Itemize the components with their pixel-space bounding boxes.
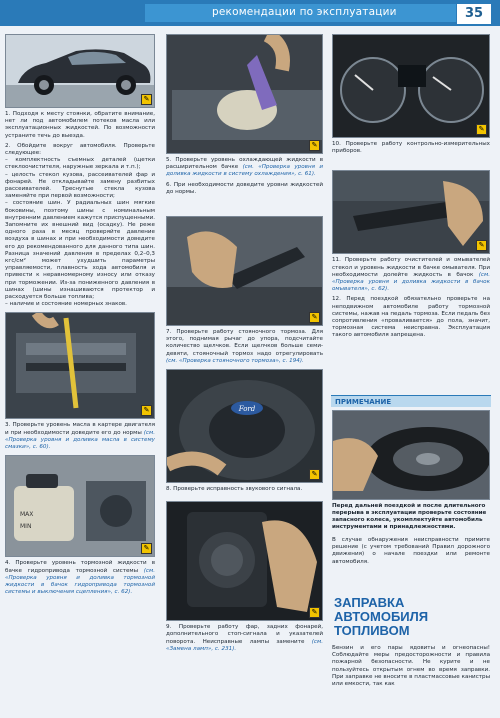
photo-instrument-cluster [332,34,490,138]
photo-wiper-stalk [332,170,490,254]
parking-brake-image [167,217,323,325]
photo-brake-reservoir [5,455,155,557]
svg-text:MIN: MIN [20,523,32,531]
step-4-body: 4. Проверьте уровень тормозной жидкости в бачке гидропривода тормозной системы [5,560,155,574]
svg-text:MAX: MAX [20,511,34,519]
step-7-text [166,329,323,365]
step-10-text: 10. Проверьте работу контрольно-измерительных приборов. [332,141,490,155]
step-8-text: 8. Проверьте исправность звукового сигнала. [166,486,303,493]
photo-coolant-tank [166,34,323,154]
step-3-link: (см. «Проверка уровня и доливка масла в систему смазки», с. 60). [5,429,155,451]
wrench-icon: ✎ [141,94,152,105]
note-heading: ПРИМЕЧАНИЕ [331,395,491,407]
wrench-icon: ✎ [476,240,487,251]
step-4-link: (см. «Проверка уровня и доливка тормозной жидкости в бачок гидропривода тормозной системы и выключения сцепления», с. 62). [5,567,155,596]
light-switch-image [167,502,323,620]
step-5-text [166,157,323,179]
photo-light-switch [166,501,323,621]
reservoir-image [6,456,155,556]
step-9-body: 9. Проверьте работу фар, задних фонарей, дополнительного стоп-сигнала и указателей поворота. Неисправные лампы замените [166,624,323,645]
step-7-body: 7. Проверьте работу стояночного тормоза. Для этого, поднимая рычаг до упора, подсчитайте количество щелчков. Если щелчков больше семи-девяти, стояночный тормоз надо отрегулировать [166,329,323,357]
note-text: Перед дальней поездкой и после длительного перерыва в эксплуатации проверьте состояние запасного колеса, укомплектуйте автомобиль инструментами и принадлежностями. [332,503,487,530]
photo-steering-wheel [166,369,323,483]
step-12-text: 12. Перед поездкой обязательно проверьте на неподвижном автомобиле работу тормозной системы, нажав на педаль тормоза. Если педаль без сопротивления «проваливается» до пола, значит, тормозная система неисправна. Эксплуатация такого автомобиля запрещена. [332,296,490,339]
fuel-section-body [332,642,490,688]
photo-engine-dipstick [5,312,155,419]
step-2-text: 2. Обойдите вокруг автомобиля. Проверьте следующее: – комплектность съемных деталей (щетки стеклоочистителя, наружные зеркала и т.п.); – целость стекол кузова, рассеивателей фар и фонарей. Не откладывайте замену разбитых рассеивателей. Треснутые стекла кузова заменяйте при первой возможности; – состояние шин. У радиальных шин мягкие боковины, поэтому шины с номинальным внутренним давлением кажутся приспущенными. Запомните их внешний вид (осадку). Не реже одного раза в месяц проверяйте давление воздуха в шинах и при необходимости доведите его до рекомендованного для данного типа шин. Разница значений давления в пределах 0,2–0,3 кгс/см² может ухудшить параметры управляемости, плавность хода автомобиля и привести к неравномерному износу или отказу при торможении. Из-за пониженного давления в шинах (шины изнашиваются протектор и расходуется больше топлива; – наличие и состояние номерных знаков. [5,142,155,308]
left-column [5,34,155,596]
step-11-text [332,257,490,293]
step-9-link: (см. «Замена ламп», с. 231). [166,638,323,652]
step-3-body: 3. Проверьте уровень масла в картере двигателя и при необходимости доведите его до нормы [5,422,155,436]
wrench-icon: ✎ [141,405,152,416]
wrench-icon: ✎ [476,124,487,135]
fuel-warning-text: Бензин и его пары ядовиты и огнеопасны! Соблюдайте меры предосторожности и правила пожарной безопасности. Не курите и не пользуйтесь открытым огнем во время заправки. При заправке не вносите в пластмассовые канистры или емкости, так как [332,645,490,688]
wiper-image [333,171,490,253]
ford-logo-text: Ford [238,405,256,414]
step-1-text: 1. Подходя к месту стоянки, обратите внимание, нет ли под автомобилем потеков масла или эксплуатационных жидкостей. По возможности устраните течь до выезда. [5,111,155,139]
spare-wheel-image [333,411,490,499]
step-6-text: 6. При необходимости доведите уровни жидкостей до нормы. [166,181,323,195]
step-9-text [166,624,323,653]
step-11-body: 11. Проверьте работу очистителей и омывателей стекол и уровень жидкости в бачке омывателя. При необходимости долейте жидкость в бачок [332,257,490,278]
step-13-text: В случае обнаружения неисправности примите решение (с учетом требований Правил дорожного движения) о начале поездки или ремонте автомобиля. [332,537,490,565]
step-11-link: (см. «Проверка уровня и доливка жидкости в бачок омывателя», с. 62). [332,271,490,293]
page-header [0,0,500,26]
photo-spare-wheel [332,410,490,500]
wrench-icon: ✎ [309,469,320,480]
page-number: 35 [456,3,492,25]
car-image [6,35,155,107]
middle-column [166,34,323,653]
right-column [332,34,490,340]
photo-parking-brake [166,216,323,326]
step-5-body: 5. Проверьте уровень охлаждающей жидкости в расширительном бачке [166,157,323,171]
wrench-icon: ✎ [309,607,320,618]
wrench-icon: ✎ [309,140,320,151]
wrench-icon: ✎ [309,312,320,323]
step-7-link: (см. «Проверка стояночного тормоза», с. 194). [166,357,304,364]
wrench-icon: ✎ [141,543,152,554]
step-3-text [5,422,155,451]
cluster-image [333,35,490,137]
note-block [332,410,490,566]
steering-image [167,370,323,482]
step-4-text [5,560,155,596]
section-header-title: рекомендации по эксплуатации [212,6,397,18]
engine-image [6,313,155,418]
step-5-link: (см. «Проверка уровня и доливка жидкости в систему охлаждения», с. 61). [166,164,323,178]
coolant-image [167,35,323,153]
fuel-section-title: ЗАПРАВКА АВТОМОБИЛЯ ТОПЛИВОМ [334,595,429,638]
photo-car-parked [5,34,155,108]
